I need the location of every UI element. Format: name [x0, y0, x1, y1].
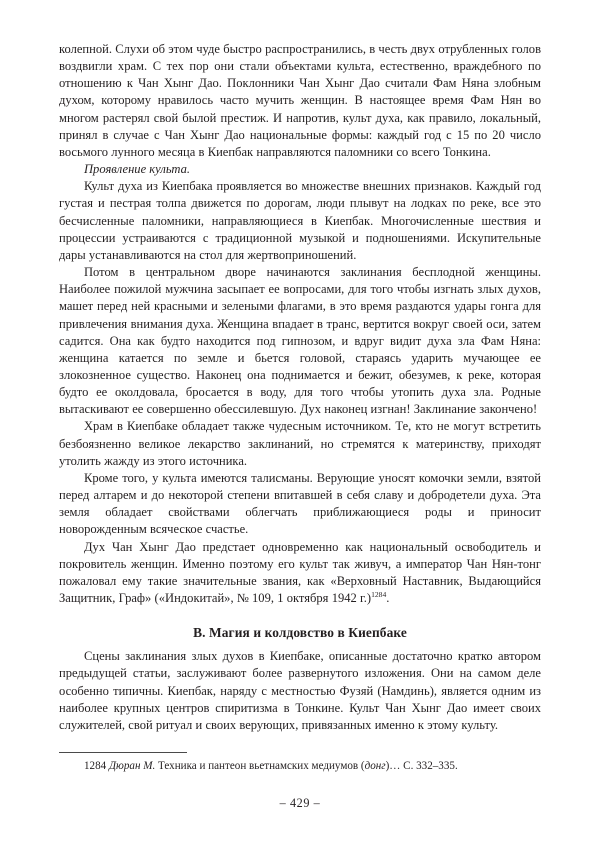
paragraph-liberator-text: Дух Чан Хынг Дао предстает одновременно как национальный освободитель и покровитель женщин. Именно поэтому его культ так живуч, а император Чан Нян-тонг пожаловал ему такие значительные звания, как «Верховный Наставник, Выдающийся Защитник, Граф» («Индокитай», № 109, 1 октября 1942 г.): [59, 539, 541, 605]
paragraph-manifestation: Культ духа из Киепбака проявляется во множестве внешних признаков. Каждый год густая и пестрая толпа движется по дорогам, люди плывут на лодках по реке, все это бесчисленные паломники, направляющиеся в Киепбак. Многочисленные шествия и процессии устраиваются с традиционной музыкой и подношениями. Искупительные дары устанавливаются на стол для жертвоприношений.: [59, 179, 541, 262]
footnote-title-part-2: )… С. 332–335.: [385, 760, 458, 772]
paragraph-continued-top: колепной. Слухи об этом чуде быстро распространились, в честь двух отрубленных голов воздвигли храм. С тех пор они стали объектами культа, естественно, враждебного по отношению к Чан Хынг Дао. Поклонники Чан Хынг Дао считали Фам Няна злобным духом, которому нравилось часто мучить женщин. В настоящее время Фам Нян во многом растерял свой былой престиж. И напротив, культ духа, как правило, локальный, принял в случае с Чан Хынг Дао национальные формы: каждый год с 15 по 20 число восьмого лунного месяца в Киепбак направляются паломники со всего Тонкина.: [59, 42, 541, 159]
paragraph-liberator-tail: .: [386, 591, 390, 605]
footnote-area: [59, 752, 541, 774]
page-number: – 429 –: [279, 796, 321, 810]
footnote-number: 1284: [84, 760, 107, 772]
paragraph-national-liberator: [59, 539, 541, 608]
section-heading-magic-and-sorcery: B. Магия и колдовство в Киепбаке: [193, 625, 407, 641]
footnote-reference-marker[interactable]: 1284: [371, 589, 387, 599]
footnote-separator-rule: [59, 752, 187, 753]
paragraph-miraculous-spring: Храм в Киепбаке обладает также чудесным источником. Те, кто не могут встретить безбоязненно великое лекарство заклинаний, но стремятся к материнству, приходят утолить жажду из этого источника.: [59, 419, 541, 468]
footnote-entry-1284: [59, 759, 541, 774]
paragraph-exorcism: Потом в центральном дворе начинаются заклинания бесплодной женщины. Наиболее пожилой мужчина засыпает ее вопросами, для того чтобы изгнать злых духов, машет перед ней красными и зелеными флагами, в это время раздаются удары гонга для привлечения внимания духа. Женщина впадает в транс, вертится вокруг своей оси, затем садится. Она как будто находится под гипнозом, и вдруг видит духа зла Фам Няна: женщина катается по земле и бьется головой, стараясь ударить мучающее ее злокозненное существо. Наконец она поднимается и бежит, обезумев, к реке, которая будто ее околдовала, бросается в воду, для того чтобы утопить духа зла. Родные вытаскивают ее совершенно обессилевшую. Дух наконец изгнан! Заклинание закончено!: [59, 265, 541, 417]
footnote-term-italic: донг: [364, 760, 386, 772]
paragraph-magic-introduction: Сцены заклинания злых духов в Киепбаке, описанные достаточно кратко автором предыдущей статьи, заслуживают более развернутого изложения. Они на самом деле особенно типичны. Киепбак, наряду с местностью Фузяй (Намдинь), является одним из наиболее крупных центров спиритизма в Тонкине. Культ Чан Хынг Дао имеет своих служителей, свой ритуал и своих верующих, привязанных именно к этому культу.: [59, 649, 541, 732]
footnote-author: Дюран М.: [108, 760, 156, 772]
paragraph-talismans: Кроме того, у культа имеются талисманы. Верующие уносят комочки земли, взятой перед алтарем и до некоторой степени впитавшей в себя славу и добродетели духа. Эта земля обладает свойствами облегчать приближающиеся роды и приносит новорожденным всяческое счастье.: [59, 470, 541, 537]
main-text-column: [59, 41, 541, 734]
footnote-title-part-1: Техника и пантеон вьетнамских медиумов (: [158, 760, 365, 772]
cult-manifestation-subheading: Проявление культа.: [84, 162, 191, 177]
